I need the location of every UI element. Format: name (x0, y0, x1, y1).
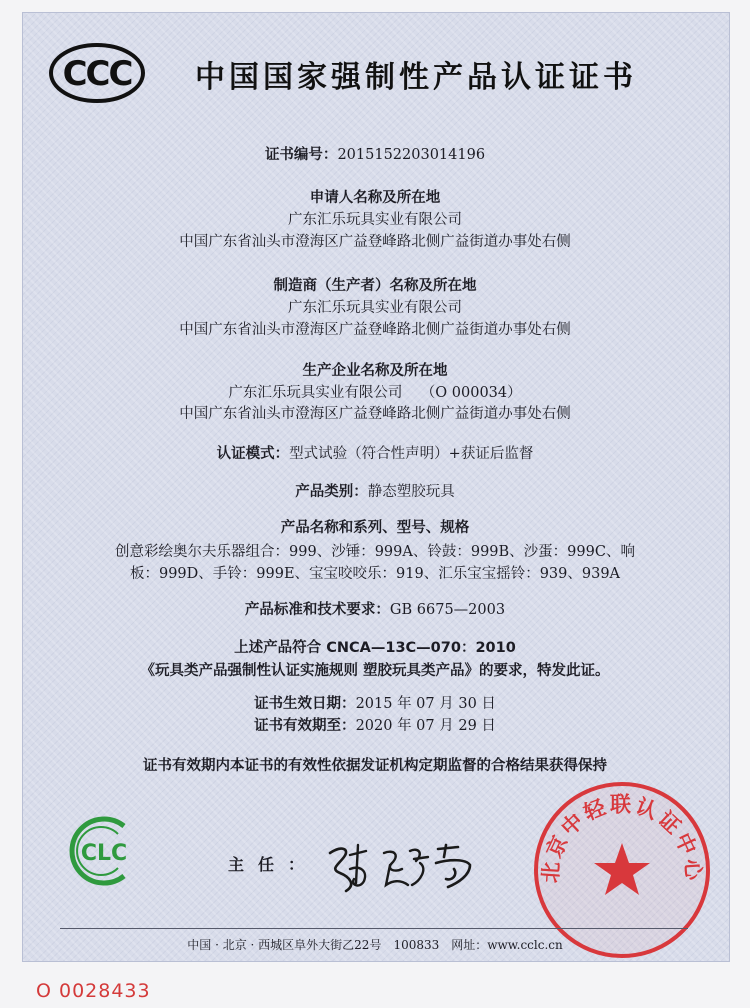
clc-logo (62, 812, 142, 890)
expiry-date (0, 716, 750, 736)
director-label: 主任： (228, 855, 319, 874)
factory-heading: 生产企业名称及所在地 (302, 363, 448, 379)
mode-value: 型式试验（符合性声明）+获证后监督 (289, 446, 534, 462)
product-line-1: 创意彩绘奥尔夫乐器组合：999、沙锤：999A、铃鼓：999B、沙蛋：999C、响 (115, 544, 635, 560)
product-standard (0, 600, 750, 620)
factory-name-text: 广东汇乐玩具实业有限公司 (228, 385, 403, 401)
category-label: 产品类别： (295, 484, 368, 500)
svg-text:CCC: CCC (62, 54, 132, 94)
manufacturer-heading: 制造商（生产者）名称及所在地 (273, 278, 477, 294)
issue-date-label: 证书生效日期： (254, 696, 356, 712)
validity-note: 证书有效期内本证书的有效性依据发证机构定期监督的合格结果获得保持 (143, 758, 607, 774)
footer-address: 中国 · 北京 · 西城区阜外大街乙22号 100833 网址：www.cclc.cn (187, 938, 563, 952)
conformity-line-2: 《玩具类产品强制性认证实施规则 塑胶玩具类产品》的要求，特发此证。 (140, 663, 610, 679)
issue-date-value: 2015 年 07 月 30 日 (355, 696, 496, 712)
footer-divider (60, 928, 688, 929)
applicant-address: 中国广东省汕头市澄海区广益登峰路北侧广益街道办事处右侧 (179, 234, 571, 250)
factory-code: （O 000034） (420, 385, 522, 401)
cert-no-value: 2015152203014196 (337, 147, 486, 163)
product-heading: 产品名称和系列、型号、规格 (280, 520, 470, 536)
issue-date (0, 694, 750, 714)
product-line-2: 板：999D、手铃：999E、宝宝咬咬乐：919、汇乐宝宝摇铃：939、939A (129, 566, 621, 582)
expiry-date-value: 2020 年 07 月 29 日 (355, 718, 496, 734)
mode-label: 认证模式： (216, 446, 290, 462)
expiry-date-label: 证书有效期至： (254, 718, 356, 734)
product-category (0, 482, 750, 502)
standard-value: GB 6675—2003 (389, 602, 506, 618)
certificate-title: 中国国家强制性产品认证证书 (195, 60, 637, 95)
factory-name (0, 383, 750, 403)
factory-address: 中国广东省汕头市澄海区广益登峰路北侧广益街道办事处右侧 (179, 406, 571, 422)
serial-number: O 0028433 (36, 980, 151, 1002)
certification-mode (0, 444, 750, 464)
applicant-name: 广东汇乐玩具实业有限公司 (288, 212, 462, 228)
director-signature (320, 835, 490, 895)
manufacturer-name: 广东汇乐玩具实业有限公司 (288, 300, 462, 316)
ccc-logo (48, 42, 146, 104)
svg-text:CLC: CLC (80, 841, 128, 866)
applicant-heading: 申请人名称及所在地 (309, 190, 441, 206)
category-value: 静态塑胶玩具 (367, 484, 455, 500)
standard-label: 产品标准和技术要求： (244, 602, 390, 618)
svg-text:北京中轻联认证中心: 北京中轻联认证中心 (538, 792, 706, 884)
conformity-line-1: 上述产品符合 CNCA—13C—070：2010 (234, 640, 516, 656)
certificate-number (0, 145, 750, 165)
cert-no-label: 证书编号： (264, 147, 338, 163)
manufacturer-address: 中国广东省汕头市澄海区广益登峰路北侧广益街道办事处右侧 (179, 322, 571, 338)
